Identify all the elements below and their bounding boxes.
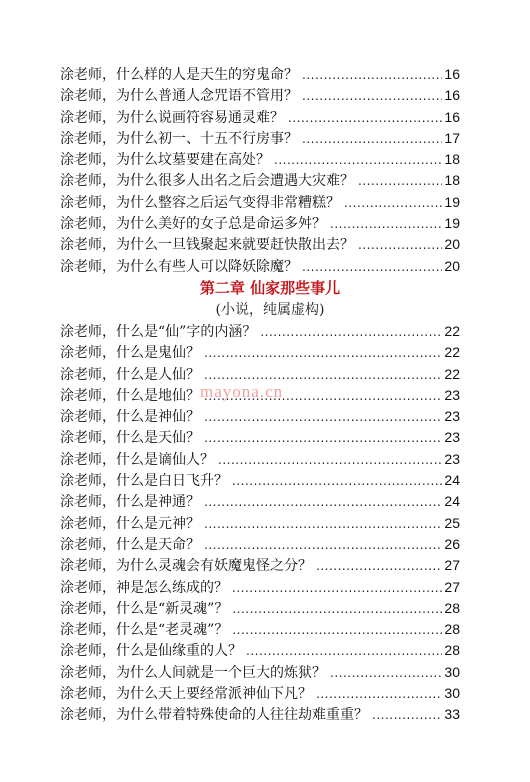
toc-entry[interactable] [60,683,460,704]
toc-entry-page: 23 [444,408,460,425]
toc-entry[interactable] [60,662,460,683]
toc-entry-title: 涂老师，为什么整容之后运气变得非常糟糕？ [60,194,340,211]
dot-leader [330,217,442,231]
dot-leader [204,368,442,382]
dot-leader [218,453,442,467]
watermark-text: mayona.cn [200,382,284,401]
toc-entry-title: 涂老师，为什么天上要经常派神仙下凡？ [60,686,312,703]
dot-leader [232,581,442,595]
toc-entry-title: 涂老师，什么是神通？ [60,494,200,511]
toc-entry-page: 19 [444,215,460,232]
dot-leader [344,196,442,210]
toc-entry-title: 涂老师，为什么坟墓要建在高处？ [60,152,270,169]
toc-entry-title: 涂老师，什么是白日飞升？ [60,473,228,490]
toc-entry[interactable] [60,107,460,128]
dot-leader [232,623,442,637]
toc-entry-title: 涂老师，为什么美好的女子总是命运多舛？ [60,216,326,233]
toc-entry-page: 22 [444,322,460,339]
toc-entry-title: 涂老师，什么是谪仙人？ [60,451,214,468]
dot-leader [232,474,442,488]
toc-entry-title: 涂老师，什么是人仙？ [60,366,200,383]
toc-entry-title: 涂老师，什么是神仙？ [60,409,200,426]
toc-entry-page: 27 [444,578,460,595]
toc-entry-title: 涂老师，为什么普通人念咒语不管用？ [60,88,298,105]
chapter-heading: 第二章 仙家那些事儿 [199,278,341,297]
toc-entry-title: 涂老师，什么样的人是天生的穷鬼命？ [60,67,298,83]
toc-entry-page: 16 [444,108,460,125]
toc-entry-title: 涂老师，为什么带着特殊使命的人往往劫难重重？ [60,707,368,724]
dot-leader [204,410,442,424]
dot-leader [372,708,442,722]
toc-entry-title: 涂老师，什么是仙缘重的人？ [60,643,242,660]
toc-entry[interactable] [60,213,460,234]
toc-entry-title: 涂老师，为什么一旦钱聚起来就要赶快散出去？ [60,237,354,254]
toc-entry-page: 22 [444,365,460,382]
toc-entry-page: 24 [444,493,460,510]
toc-entry-title: 涂老师，什么是鬼仙？ [60,345,200,362]
toc-entry-page: 18 [444,172,460,189]
toc-entry-title: 涂老师，为什么人间就是一个巨大的炼狱？ [60,664,326,681]
dot-leader [204,495,442,509]
toc-entry[interactable] [60,491,460,512]
dot-leader [246,644,442,658]
toc-entry-title: 涂老师，神是怎么练成的？ [60,579,228,596]
toc-entry[interactable] [60,406,460,427]
toc-entry-title: 涂老师，什么是地仙？ [60,387,200,404]
dot-leader [358,238,442,252]
toc-entry-page: 23 [444,450,460,467]
dot-leader [204,431,442,445]
dot-leader [358,174,442,188]
dot-leader [302,68,442,82]
toc-entry[interactable] [60,149,460,170]
dot-leader [274,153,442,167]
toc-entry[interactable] [60,534,460,555]
toc-entry[interactable] [60,192,460,213]
dot-leader [302,132,442,146]
toc-entry-page: 23 [444,386,460,403]
toc-entry-title: 涂老师，什么是“新灵魂”？ [60,600,229,617]
toc-entry[interactable] [60,128,460,149]
toc-entry-page: 17 [444,129,460,146]
toc-entry-page: 20 [444,236,460,253]
toc-entry-title: 涂老师，为什么有些人可以降妖除魔？ [60,258,298,275]
toc-entry-page: 20 [444,257,460,274]
toc-entry-page: 30 [444,663,460,680]
dot-leader [232,602,442,616]
toc-entry-page: 24 [444,472,460,489]
toc-entry-page: 19 [444,193,460,210]
toc-entry[interactable] [60,234,460,255]
toc-entry-title: 涂老师，为什么说画符容易通灵难？ [60,109,284,126]
toc-section-1 [60,64,460,277]
toc-entry-page: 30 [444,685,460,702]
toc-entry-title: 涂老师，什么是“老灵魂”？ [60,622,229,639]
toc-entry-page: 25 [444,514,460,531]
chapter-subtitle: (小说，纯属虚构) [215,301,325,318]
dot-leader [204,538,442,552]
toc-entry[interactable] [60,555,460,576]
toc-entry[interactable] [60,449,460,470]
toc-entry-title: 涂老师，为什么很多人出名之后会遭遇大灾难？ [60,173,354,190]
toc-entry-page: 27 [444,557,460,574]
toc-entry[interactable] [60,170,460,191]
toc-entry[interactable] [60,470,460,491]
dot-leader [302,260,442,274]
dot-leader [330,666,442,680]
toc-entry[interactable] [60,321,460,342]
toc-entry[interactable] [60,256,460,277]
toc-entry-page: 23 [444,429,460,446]
toc-entry-page: 18 [444,151,460,168]
toc-entry-page: 33 [444,706,460,723]
toc-entry-title: 涂老师，为什么初一、十五不行房事？ [60,130,298,147]
dot-leader [316,687,442,701]
toc-entry[interactable] [60,577,460,598]
toc-entry-title: 涂老师，什么是“仙”字的内涵？ [60,323,257,340]
dot-leader [204,517,442,531]
toc-entry[interactable] [60,85,460,106]
toc-entry[interactable] [60,513,460,534]
dot-leader [260,325,442,339]
toc-entry[interactable] [60,64,460,85]
toc-entry-page: 26 [444,535,460,552]
toc-entry-page: 28 [444,621,460,638]
toc-entry-title: 涂老师，为什么灵魂会有妖魔鬼怪之分？ [60,558,312,575]
toc-entry[interactable] [60,619,460,640]
dot-leader [204,346,442,360]
toc-entry-page: 28 [444,599,460,616]
toc-entry[interactable] [60,427,460,448]
toc-entry-title: 涂老师，什么是元神？ [60,515,200,532]
toc-entry-page: 16 [444,87,460,104]
toc-entry[interactable] [60,342,460,363]
dot-leader [288,111,442,125]
toc-entry[interactable] [60,704,460,725]
toc-entry[interactable] [60,598,460,619]
toc-entry-page: 28 [444,642,460,659]
toc-entry-title: 涂老师，什么是天仙？ [60,430,200,447]
dot-leader [316,559,442,573]
toc-entry-title: 涂老师，什么是天命？ [60,536,200,553]
toc-entry[interactable] [60,640,460,661]
dot-leader [302,89,442,103]
toc-entry-page: 16 [444,66,460,82]
toc-entry-page: 22 [444,344,460,361]
